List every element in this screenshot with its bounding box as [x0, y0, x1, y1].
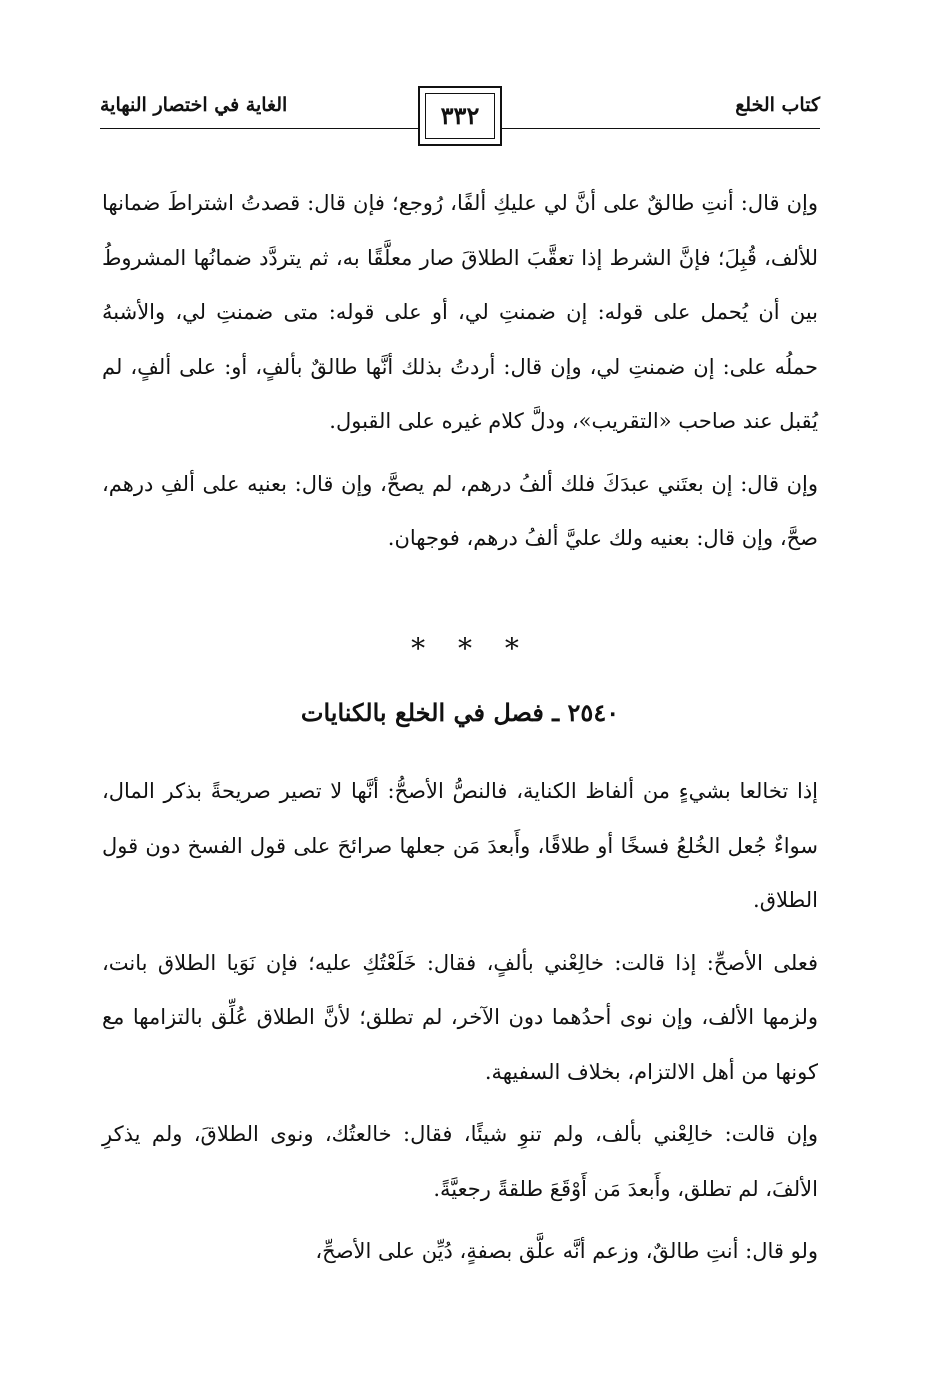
paragraph: ولو قال: أنتِ طالقٌ، وزعم أنَّه علَّق بصفةٍ، دُيِّن على الأصحِّ، [315, 1239, 818, 1263]
paragraph: وإن قالت: خالِعْني بألف، ولم تنوِ شيئًا، فقال: خالعتُك، ونوى الطلاقَ، ولم يذكرِ الألفَ، لم تطلق، وأَبعدَ مَن أَوْقَعَ طلقةً رجعيَّةً. [102, 1122, 818, 1201]
page-number-frame [418, 86, 502, 146]
section-two-body [102, 764, 818, 1287]
section-one-body [102, 176, 818, 574]
paragraph: وإن قال: إن بعتَني عبدَكَ فلك ألفُ درهم، لم يصحَّ، وإن قال: بعنيه على ألفِ درهم، صحَّ، وإن قال: بعنيه ولك عليَّ ألفُ درهم، فوجهان. [102, 471, 818, 550]
header-rule-right [502, 128, 820, 129]
section-separator: * * * [411, 632, 531, 665]
page-number: ٣٣٢ [440, 101, 480, 130]
section-heading: ٢٥٤٠ ـ فصل في الخلع بالكنايات [300, 698, 620, 727]
running-header [100, 86, 820, 156]
book-title: كتاب الخلع [735, 94, 820, 116]
header-rule-left [100, 128, 418, 129]
work-title: الغاية في اختصار النهاية [100, 94, 288, 116]
paragraph: وإن قال: أنتِ طالقٌ على أنَّ لي عليكِ ألفًا، رُوجع؛ فإن قال: قصدتُ اشتراطَ ضمانها للألف، قُبِلَ؛ فإنَّ الشرط إذا تعقَّبَ الطلاقَ صار معلَّقًا به، ثم يتردَّد ضمانُها المشروطُ بين أن يُحمل على قوله: إن ضمنتِ لي، أو على قوله: متى ضمنتِ لي، والأشبهُ حملُه على: إن ضمنتِ لي، وإن قال: أردتُ بذلك أنَّها طالقٌ بألفٍ، أو: على ألفٍ، لم يُقبل عند صاحب «التقريب»، ودلَّ كلام غيره على القبول. [102, 191, 818, 433]
paragraph: إذا تخالعا بشيءٍ من ألفاظ الكناية، فالنصُّ الأصحُّ: أنَّها لا تصير صريحةً بذكر المال، سواءٌ جُعل الخُلعُ فسخًا أو طلاقًا، وأَبعدَ مَن جعلها صرائحَ على قول الفسخ دون قول الطلاق. [102, 779, 819, 912]
paragraph: فعلى الأصحِّ: إذا قالت: خالِعْني بألفٍ، فقال: خَلَعْتُكِ عليه؛ فإن نَوَيا الطلاق بانت، ولزمها الألف، وإن نوى أحدُهما دون الآخر، لم تطلق؛ لأنَّ الطلاق عُلِّق بالتزامها مع كونها من أهل الالتزام، بخلاف السفيهة. [102, 950, 818, 1084]
